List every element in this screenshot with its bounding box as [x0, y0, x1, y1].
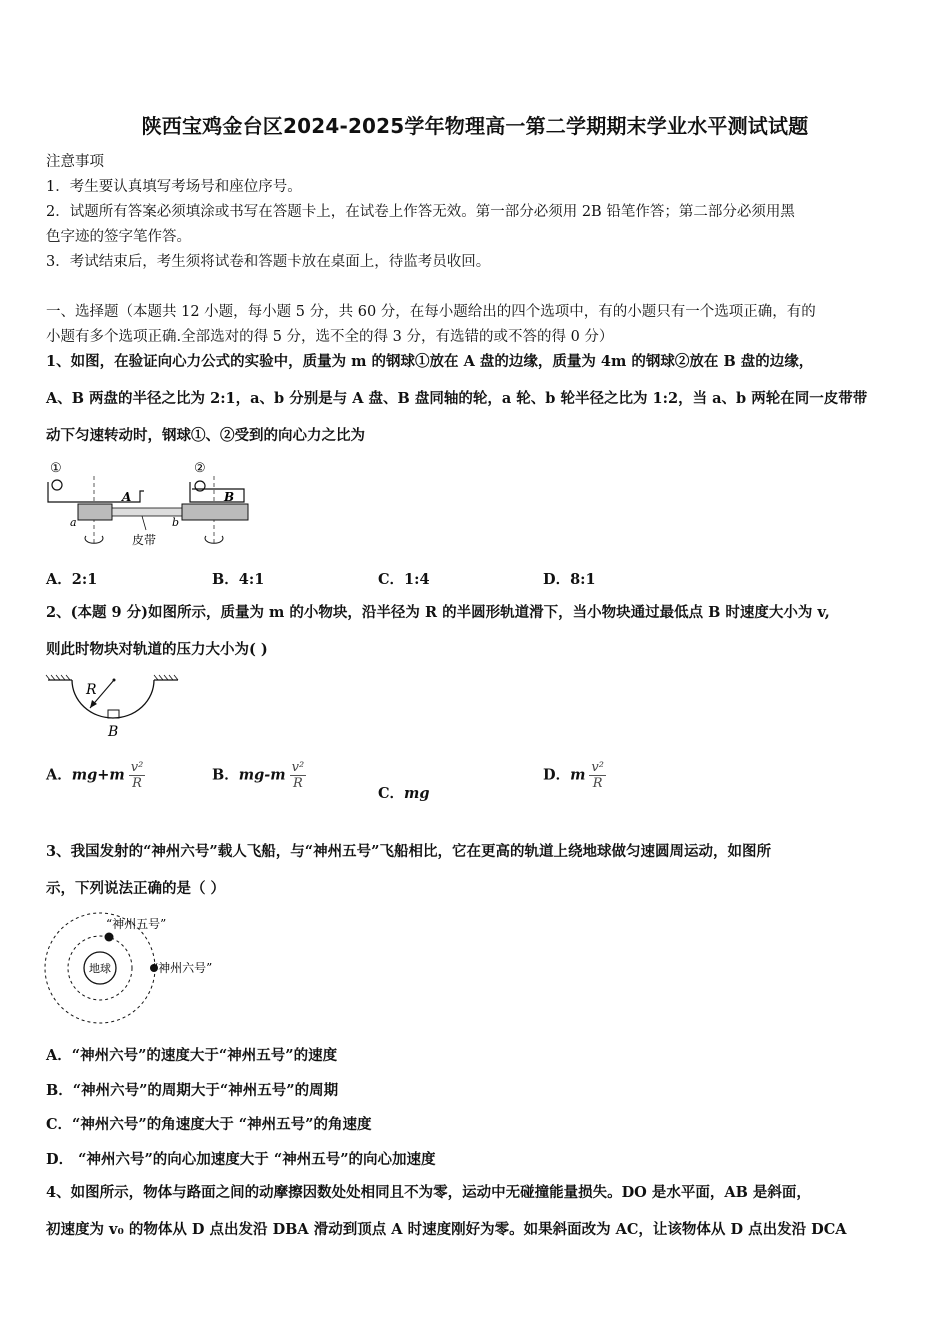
q2-hatch-left [46, 675, 70, 680]
q1-wheel-b [182, 504, 248, 520]
notice-heading: 注意事项 [46, 154, 104, 170]
q2-option-a-den: R [129, 775, 146, 791]
notice-item-3: 3．考试结束后，考生须将试卷和答题卡放在桌面上，待监考员收回。 [46, 254, 491, 270]
q2-option-c-expr: mg [404, 785, 430, 802]
q1-wheel-a [78, 504, 112, 520]
q2-option-a-fraction [129, 760, 146, 791]
q2-option-d-label: D． [543, 766, 571, 784]
q3-fig-five-label: “神州五号” [106, 917, 167, 931]
q1-option-b[interactable]: B．4:1 [212, 571, 265, 588]
q2-option-c[interactable] [378, 782, 430, 803]
q2-option-b-label: B． [212, 766, 239, 784]
q2-center-point [113, 679, 116, 682]
q1-belt-pointer [142, 516, 146, 530]
section-1-instructions: 一、选择题（本题共 12 小题，每小题 5 分，共 60 分，在每小题给出的四个选项中，有的小题只有一个选项正确，有的 [46, 304, 816, 320]
q1-fig-A-label: A [122, 490, 132, 504]
notice-item-2-cont: 色字迹的签字笔作答。 [46, 229, 191, 245]
q1-text-line3: 动下匀速转动时，钢球①、②受到的向心力之比为 [46, 427, 365, 444]
q1-fig-ball2-label: ② [194, 461, 206, 476]
q2-option-b-expr: mg-m [238, 766, 286, 784]
q1-fig-ball1-label: ① [50, 461, 62, 476]
q1-option-a[interactable]: A．2:1 [46, 571, 98, 588]
q2-option-a-expr: mg+m [71, 766, 125, 784]
q2-option-b-fraction [290, 760, 307, 791]
q1-text-line2: A、B 两盘的半径之比为 2:1，a、b 分别是与 A 盘、B 盘同轴的轮，a 轮、b 轮半径之比为 1:2，当 a、b 两轮在同一皮带带 [46, 390, 868, 407]
q1-option-d[interactable]: D．8:1 [543, 571, 596, 588]
q2-fig-R-label: R [86, 682, 97, 698]
q3-option-c[interactable]: C．“神州六号”的角速度大于 “神州五号”的角速度 [46, 1116, 372, 1133]
q1-text-line1: 1、如图，在验证向心力公式的实验中，质量为 m 的钢球①放在 A 盘的边缘，质量为 4m 的钢球②放在 B 盘的边缘， [46, 353, 814, 370]
q2-option-b[interactable] [212, 760, 306, 791]
q2-option-d-expr: m [570, 766, 586, 784]
q2-option-b-num: v² [291, 760, 305, 775]
q1-fig-a-label: a [70, 516, 77, 529]
q1-fig-B-label: B [224, 490, 235, 504]
q2-option-d-fraction [589, 760, 606, 791]
q3-orbit-figure [44, 910, 244, 1025]
q2-option-b-den: R [290, 775, 307, 791]
q2-option-a-label: A． [46, 766, 72, 784]
q1-belt [112, 508, 184, 516]
q1-centripetal-figure [44, 456, 259, 554]
q2-block [108, 710, 119, 718]
page-title: 陕西宝鸡金台区2024-2025学年物理高一第二学期期末学业水平测试试题 [141, 114, 809, 138]
q1-option-c[interactable]: C．1:4 [378, 571, 430, 588]
q3-fig-earth-label: 地球 [89, 962, 111, 975]
q3-text-line1: 3、我国发射的“神州六号”载人飞船，与“神州五号”飞船相比，它在更高的轨道上绕地球做匀速圆周运动，如图所 [46, 843, 771, 860]
notice-item-2: 2．试题所有答案必须填涂或书写在答题卡上，在试卷上作答无效。第一部分必须用 2B 铅笔作答；第二部分必须用黑 [46, 204, 795, 220]
q1-fig-belt-label: 皮带 [132, 533, 157, 547]
q2-option-c-label: C． [378, 785, 405, 802]
q2-option-d-num: v² [591, 760, 604, 775]
q3-option-a[interactable]: A．“神州六号”的速度大于“神州五号”的速度 [46, 1047, 338, 1064]
q2-option-d[interactable] [543, 760, 606, 791]
q2-option-d-den: R [589, 775, 606, 791]
q2-text-line2: 则此时物块对轨道的压力大小为( ) [46, 641, 268, 658]
q1-ball1-icon [52, 480, 62, 490]
notice-item-1: 1．考生要认真填写考场号和座位序号。 [46, 179, 302, 195]
q2-option-a[interactable] [46, 760, 145, 791]
q2-text-line1: 2、(本题 9 分)如图所示，质量为 m 的小物块，沿半径为 R 的半圆形轨道滑下，当小物块通过最低点 B 时速度大小为 v, [46, 604, 830, 621]
q3-spacecraft-five-icon [105, 933, 114, 942]
q3-text-line2: 示，下列说法正确的是（ ） [46, 880, 226, 897]
q3-option-d[interactable]: D． “神州六号”的向心加速度大于 “神州五号”的向心加速度 [46, 1151, 436, 1168]
q2-hatch-right [154, 675, 178, 680]
q3-fig-six-label: “神州六号” [152, 961, 213, 975]
q2-fig-B-label: B [108, 724, 119, 740]
q1-fig-b-label: b [172, 516, 180, 529]
section-1-instructions-cont: 小题有多个选项正确.全部选对的得 5 分，选不全的得 3 分，有选错的或不答的得 0 分） [46, 329, 614, 345]
q1-disc-b-outline [190, 482, 244, 502]
q2-option-a-num: v² [130, 760, 144, 775]
q3-option-b[interactable]: B．“神州六号”的周期大于“神州五号”的周期 [46, 1082, 339, 1099]
q2-semicircle-figure [44, 672, 184, 742]
q4-text-line1: 4、如图所示，物体与路面之间的动摩擦因数处处相同且不为零，运动中无碰撞能量损失。DO 是水平面，AB 是斜面， [46, 1184, 811, 1201]
q4-text-line2: 初速度为 v₀ 的物体从 D 点出发沿 DBA 滑动到顶点 A 时速度刚好为零。如果斜面改为 AC，让该物体从 D 点出发沿 DCA [46, 1221, 847, 1238]
q2-track [72, 680, 154, 718]
